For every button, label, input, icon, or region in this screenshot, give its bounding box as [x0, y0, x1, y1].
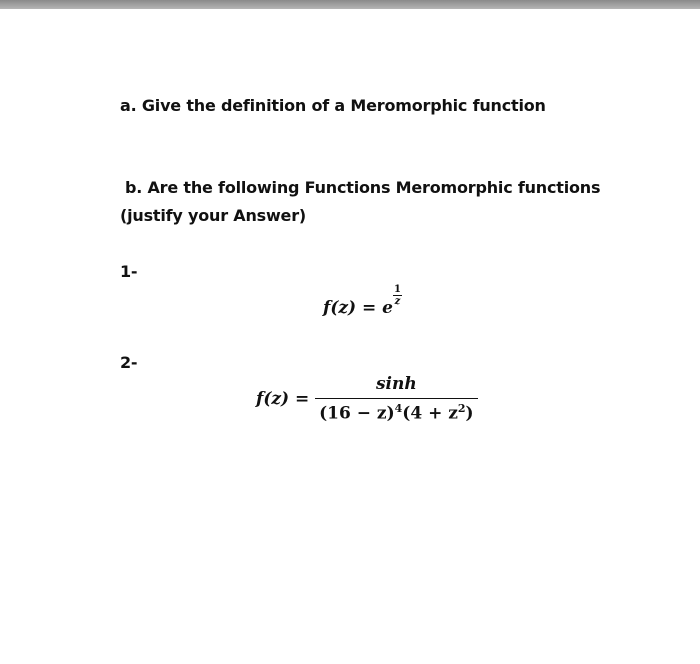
formula-2-den-part-c: ) [465, 403, 474, 424]
item-label-1: 1- [120, 262, 138, 281]
formula-1-exp-numerator: 1 [393, 284, 401, 295]
formula-2-den-part-b: (4 + z [402, 403, 458, 424]
formula-2 [256, 374, 478, 424]
window-top-bar [0, 0, 700, 9]
question-b-line2: (justify your Answer) [120, 206, 307, 225]
formula-2-den-power-b: 2 [457, 402, 466, 415]
formula-2-den-power-a: 4 [394, 402, 403, 415]
formula-1 [323, 284, 402, 318]
question-a: a. Give the definition of a Meromorphic function [120, 96, 546, 115]
formula-2-fraction [315, 374, 477, 424]
formula-1-exponent [393, 284, 402, 307]
formula-2-numerator: sinh [315, 374, 477, 399]
formula-1-exp-denominator: z [394, 296, 401, 307]
formula-2-lhs: f(z) = [256, 388, 310, 409]
formula-1-lhs: f(z) = e [323, 298, 393, 318]
formula-2-denominator [315, 399, 477, 424]
item-label-2: 2- [120, 353, 138, 372]
formula-2-den-part-a: (16 − z) [319, 403, 395, 424]
question-b-line1: b. Are the following Functions Meromorphic functions [125, 178, 601, 197]
